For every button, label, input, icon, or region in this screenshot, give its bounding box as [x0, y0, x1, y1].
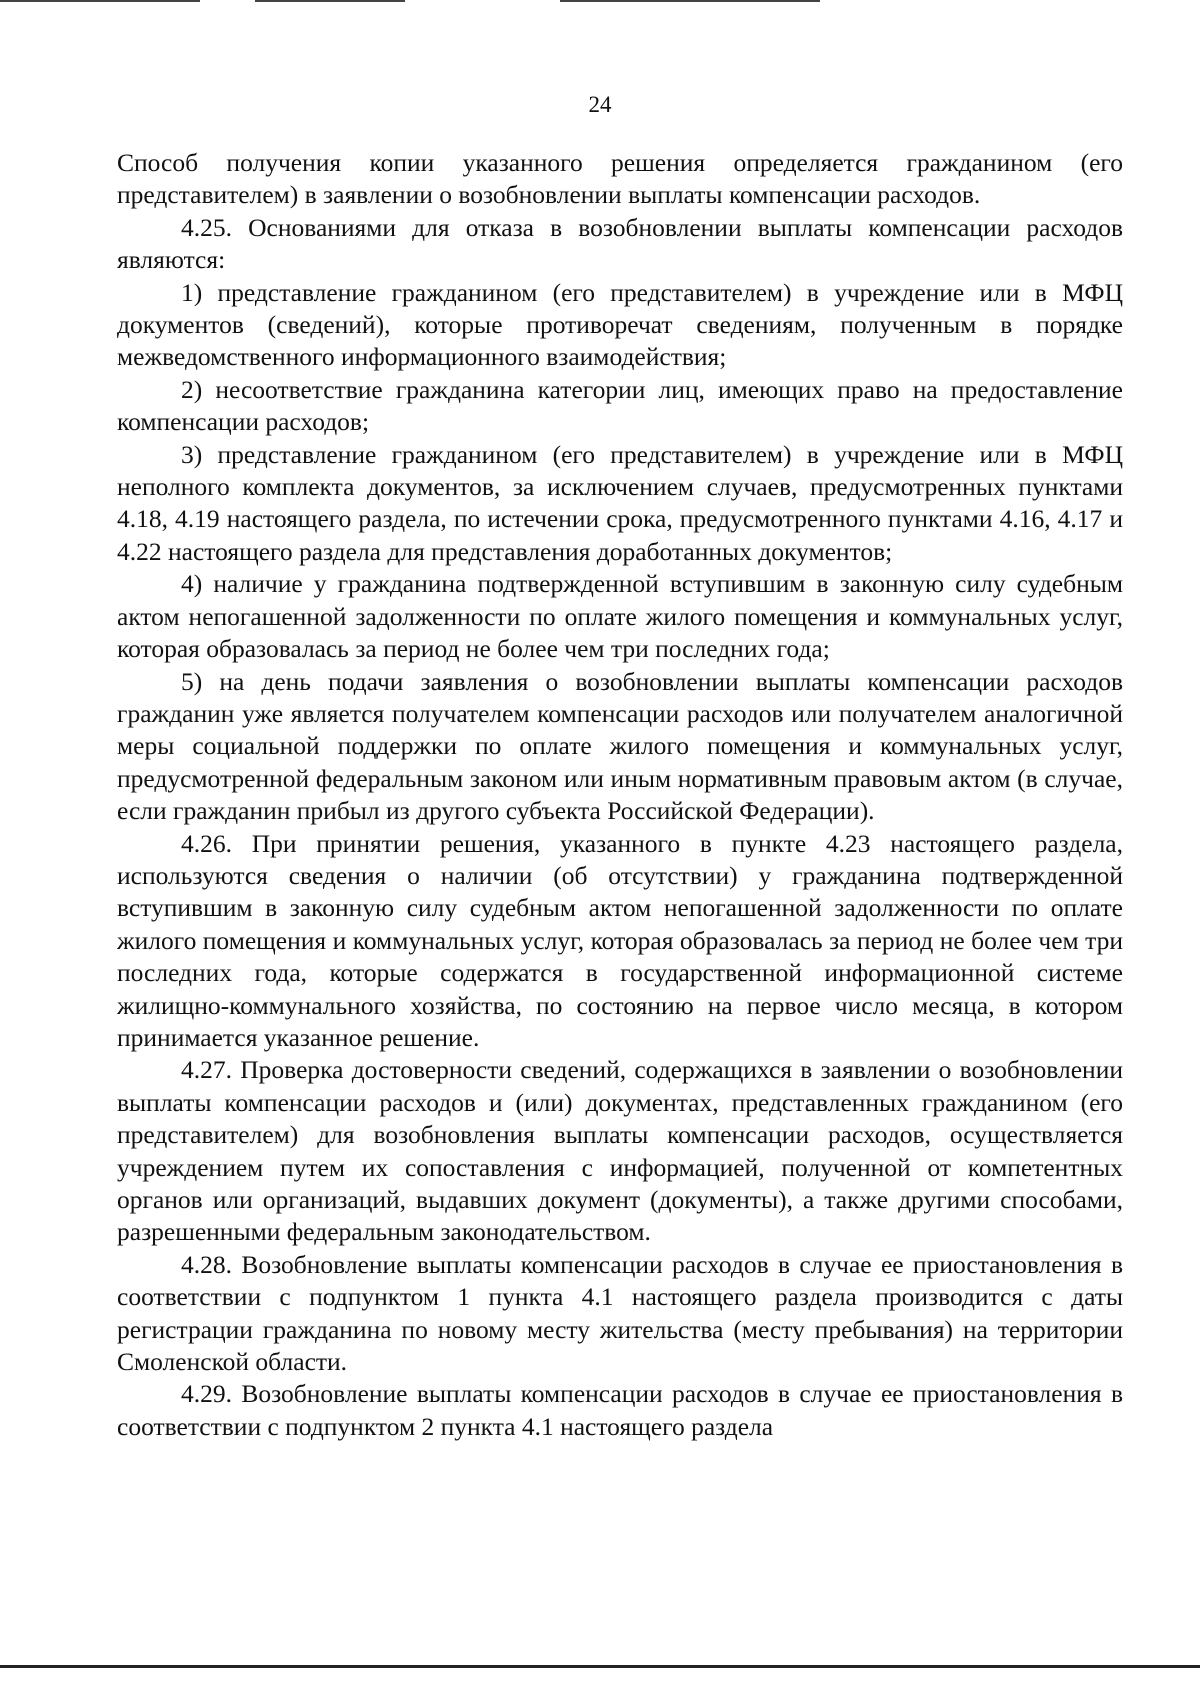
list-item-5: 5) на день подачи заявления о возобновлении выплаты компенсации расходов гражданин уже является получателем компенсации расходов или получателем аналогичной меры социальной поддержки по оплате жилого помещения и коммунальных услуг, предусмотренной федеральным законом или иным нормативным правовым актом (в случае, если гражданин прибыл из другого субъекта Российской Федерации). — [117, 666, 1123, 826]
scan-edge-top-right — [560, 0, 820, 2]
list-item-1: 1) представление гражданином (его представителем) в учреждение или в МФЦ документов (сведений), которые противоречат сведениям, полученным в порядке межведомственного информационного взаимодействия; — [117, 277, 1123, 372]
scan-edge-top-left — [0, 0, 200, 2]
paragraph-4-28: 4.28. Возобновление выплаты компенсации расходов в случае ее приостановления в соответствии с подпунктом 1 пункта 4.1 настоящего раздела производится с даты регистрации гражданина по новому месту жительства (месту пребывания) на территории Смоленской области. — [117, 1249, 1123, 1377]
paragraph-4-27: 4.27. Проверка достоверности сведений, содержащихся в заявлении о возобновлении выплаты компенсации расходов и (или) документах, представленных гражданином (его представителем) для возобновления выплаты компенсации расходов, осуществляется учреждением путем их сопоставления с информацией, полученной от компетентных органов или организаций, выдавших документ (документы), а также другими способами, разрешенными федеральным законодательством. — [117, 1055, 1123, 1247]
scan-edge-bottom — [0, 1665, 1200, 1668]
paragraph-4-25: 4.25. Основаниями для отказа в возобновлении выплаты компенсации расходов являются: — [117, 212, 1123, 275]
page-number: 24 — [588, 92, 612, 117]
list-item-3: 3) представление гражданином (его представителем) в учреждение или в МФЦ неполного комплекта документов, за исключением случаев, предусмотренных пунктами 4.18, 4.19 настоящего раздела, по истечении срока, предусмотренного пунктами 4.16, 4.17 и 4.22 настоящего раздела для представления доработанных документов; — [117, 439, 1123, 566]
paragraph-continuation: Способ получения копии указанного решения определяется гражданином (его представителем) в заявлении о возобновлении выплаты компенсации расходов. — [117, 148, 1123, 210]
scan-edge-top-middle — [255, 0, 405, 2]
document-body — [117, 147, 1123, 1443]
list-item-4: 4) наличие у гражданина подтвержденной вступившим в законную силу судебным актом непогашенной задолженности по оплате жилого помещения и коммунальных услуг, которая образовалась за период не более чем три последних года; — [117, 569, 1123, 664]
list-item-2: 2) несоответствие гражданина категории лиц, имеющих право на предоставление компенсации расходов; — [117, 374, 1123, 437]
paragraph-4-26: 4.26. При принятии решения, указанного в пункте 4.23 настоящего раздела, используются сведения о наличии (об отсутствии) у гражданина подтвержденной вступившим в законную силу судебным актом непогашенной задолженности по оплате жилого помещения и коммунальных услуг, которая образовалась за период не более чем три последних года, которые содержатся в государственной информационной системе жилищно-коммунального хозяйства, по состоянию на первое число месяца, в котором принимается указанное решение. — [117, 828, 1123, 1052]
paragraph-4-29: 4.29. Возобновление выплаты компенсации расходов в случае ее приостановления в соответствии с подпунктом 2 пункта 4.1 настоящего раздела — [117, 1379, 1123, 1441]
